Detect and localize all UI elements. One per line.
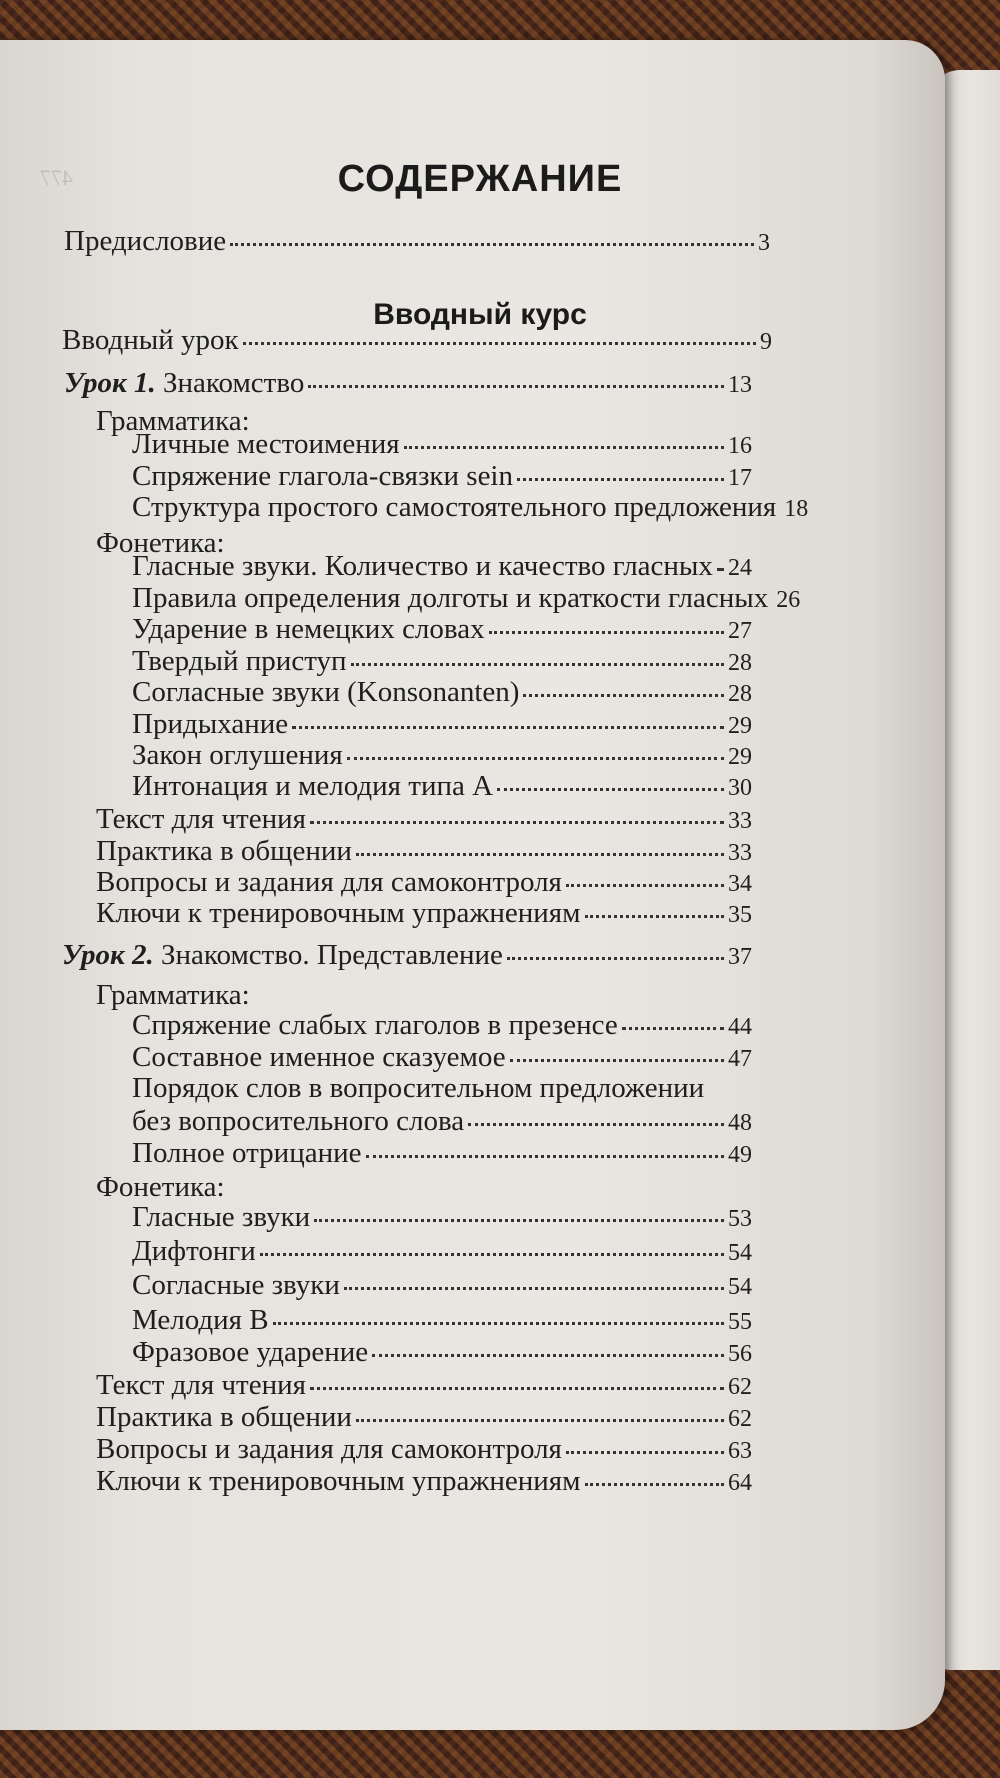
toc-entry: [132, 1337, 752, 1369]
toc-entry-label: Вводный урок: [62, 324, 239, 356]
dot-leader: [366, 1155, 725, 1158]
dot-leader: [585, 1483, 725, 1486]
toc-entry: [64, 368, 752, 400]
toc-page-number: 29: [728, 713, 752, 739]
dot-leader: [585, 915, 725, 918]
dot-leader: [497, 788, 724, 791]
toc-entry: [132, 709, 752, 741]
toc-entry: [96, 1172, 752, 1204]
toc-entry-label: Ударение в немецких словах: [132, 613, 485, 645]
toc-entry-label: Интонация и мелодия типа А: [132, 770, 494, 802]
dot-leader: [510, 1059, 724, 1062]
toc-page-number: 44: [728, 1014, 752, 1040]
dot-leader: [622, 1027, 724, 1030]
toc-entry: [96, 836, 752, 868]
toc-page-number: 28: [728, 650, 752, 676]
dot-leader: [468, 1123, 724, 1126]
toc-entry: [96, 1402, 752, 1434]
toc-entry: [132, 461, 752, 493]
dot-leader: [314, 1219, 724, 1222]
toc-entry-label: Структура простого самостоятельного предложения: [132, 491, 777, 523]
toc-entry-label: Составное именное сказуемое: [132, 1041, 506, 1073]
toc-page-number: 16: [728, 433, 752, 459]
toc-page-number: 54: [728, 1240, 752, 1266]
toc-page-number: 30: [728, 775, 752, 801]
toc-page-number: 3: [758, 230, 770, 256]
page-title: СОДЕРЖАНИЕ: [337, 158, 623, 200]
toc-entry: [96, 867, 752, 899]
dot-leader: [351, 663, 724, 666]
toc-page-number: 53: [728, 1206, 752, 1232]
toc-entry: [96, 804, 752, 836]
toc-entry: [132, 1305, 752, 1337]
toc-entry-label: Твердый приступ: [132, 645, 347, 677]
toc-entry: [96, 980, 752, 1012]
dot-leader: [523, 694, 724, 697]
dot-leader: [347, 757, 724, 760]
toc-page-number: 9: [760, 329, 772, 355]
toc-entry: [132, 551, 752, 583]
dot-leader: [356, 853, 724, 856]
toc-entry-label: Текст для чтения: [96, 803, 306, 835]
toc-entry-label: Мелодия В: [132, 1304, 269, 1336]
toc-entry-label: Грамматика:: [96, 405, 250, 437]
toc-entry-label: Вопросы и задания для самоконтроля: [96, 1433, 562, 1465]
toc-page-number: 48: [728, 1110, 752, 1136]
toc-entry-label: Личные местоимения: [132, 428, 400, 460]
toc-page-number: 33: [728, 808, 752, 834]
toc-entry: [132, 1236, 752, 1268]
toc-page-number: 37: [728, 944, 752, 970]
toc-entry-label: Практика в общении: [96, 1401, 352, 1433]
toc-entry: [132, 677, 752, 709]
dot-leader: [507, 957, 724, 960]
toc-entry-label: Согласные звуки: [132, 1269, 340, 1301]
toc-entry-label: Согласные звуки (Konsonanten): [132, 676, 520, 708]
dot-leader: [344, 1287, 724, 1290]
toc-entry-label: Предисловие: [64, 225, 227, 257]
toc-entry-label: Фонетика:: [96, 1171, 225, 1203]
toc-entry-label: Фразовое ударение: [132, 1336, 369, 1368]
toc-entry-label: Фонетика:: [96, 527, 225, 559]
toc-page-number: 27: [728, 618, 752, 644]
toc-entry: [132, 1042, 752, 1074]
toc-page-number: 55: [728, 1309, 752, 1335]
toc-page-number: 28: [728, 681, 752, 707]
toc-entry: [132, 1138, 752, 1170]
toc-entry: [132, 1202, 752, 1234]
dot-leader: [310, 821, 724, 824]
toc-page-number: 63: [728, 1438, 752, 1464]
dot-leader: [308, 385, 724, 388]
toc-entry-label: Вопросы и задания для самоконтроля: [96, 866, 562, 898]
toc-entry: [96, 1370, 752, 1402]
toc-page-number: 33: [728, 840, 752, 866]
toc-page-number: 62: [728, 1406, 752, 1432]
toc-entry-label: Гласные звуки: [132, 1201, 311, 1233]
toc-page-number: 62: [728, 1374, 752, 1400]
dot-leader: [273, 1322, 724, 1325]
toc-entry: [96, 1434, 752, 1466]
toc-page-number: 49: [728, 1142, 752, 1168]
dot-leader: [372, 1354, 724, 1357]
dot-leader: [717, 568, 724, 571]
toc-entry: [132, 1270, 752, 1302]
toc-entry: [62, 940, 752, 972]
toc-entry-label: Полное отрицание: [132, 1137, 362, 1169]
dot-leader: [230, 243, 754, 246]
toc-entry: [132, 771, 752, 803]
toc-entry-label: Урок 1. Знакомство: [64, 367, 305, 399]
toc-page-number: 29: [728, 744, 752, 770]
dot-leader: [243, 342, 756, 345]
toc-entry: [132, 491, 809, 524]
section-title: Вводный курс: [373, 298, 587, 331]
toc-entry: [96, 1466, 752, 1498]
toc-page-number: 35: [728, 902, 752, 928]
toc-entry-label: без вопросительного слова: [132, 1105, 465, 1137]
toc-entry: [132, 1106, 752, 1138]
dot-leader: [260, 1253, 724, 1256]
toc-entry: [132, 614, 752, 646]
dot-leader: [566, 884, 724, 887]
toc-entry: [132, 429, 752, 461]
toc-entry-label: Правила определения долготы и краткости гласных: [132, 582, 769, 614]
dot-leader: [356, 1419, 724, 1422]
toc-entry-label: Урок 2. Знакомство. Представление: [62, 939, 503, 971]
toc-page-number: 34: [728, 871, 752, 897]
dot-leader: [310, 1387, 724, 1390]
dot-leader: [517, 478, 724, 481]
dot-leader: [566, 1451, 724, 1454]
toc-entry-label: Спряжение слабых глаголов в презенсе: [132, 1009, 618, 1041]
lesson-number: Урок 2.: [62, 939, 154, 971]
toc-page-number: 47: [728, 1046, 752, 1072]
toc-page-number: 26: [776, 587, 801, 613]
toc-page-number: 56: [728, 1341, 752, 1367]
toc-entry: [62, 325, 772, 357]
toc-page-number: 64: [728, 1470, 752, 1496]
toc-entry-label: Грамматика:: [96, 979, 250, 1011]
toc-entry: [132, 1010, 752, 1042]
dot-leader: [489, 631, 724, 634]
toc-entry-label: Ключи к тренировочным упражнениям: [96, 1465, 581, 1497]
toc-entry: [132, 646, 752, 678]
toc-entry: [132, 582, 801, 615]
toc-entry-label: Порядок слов в вопросительном предложении: [132, 1072, 705, 1104]
toc-entry: [132, 1073, 752, 1105]
lesson-number: Урок 1.: [64, 367, 156, 399]
dot-leader: [292, 726, 724, 729]
toc-entry-label: Придыхание: [132, 708, 289, 740]
toc-page-number: 18: [784, 496, 809, 522]
toc-page-number: 13: [728, 372, 752, 398]
toc-page-number: 54: [728, 1274, 752, 1300]
toc-entry: [132, 740, 752, 772]
toc-entry-label: Гласные звуки. Количество и качество гласных: [132, 550, 713, 582]
toc-entry-label: Закон оглушения: [132, 739, 343, 771]
toc-page-number: 24: [728, 555, 752, 581]
toc-entry-label: Текст для чтения: [96, 1369, 306, 1401]
toc-entry-label: Дифтонги: [132, 1235, 256, 1267]
toc-entry-label: Спряжение глагола-связки sein: [132, 460, 513, 492]
show-through-page-number: 477: [40, 165, 73, 190]
toc-page-number: 17: [728, 465, 752, 491]
toc-entry-label: Ключи к тренировочным упражнениям: [96, 897, 581, 929]
dot-leader: [404, 446, 724, 449]
toc-entry-label: Практика в общении: [96, 835, 352, 867]
toc-entry: [96, 898, 752, 930]
toc-entry: [64, 226, 770, 258]
